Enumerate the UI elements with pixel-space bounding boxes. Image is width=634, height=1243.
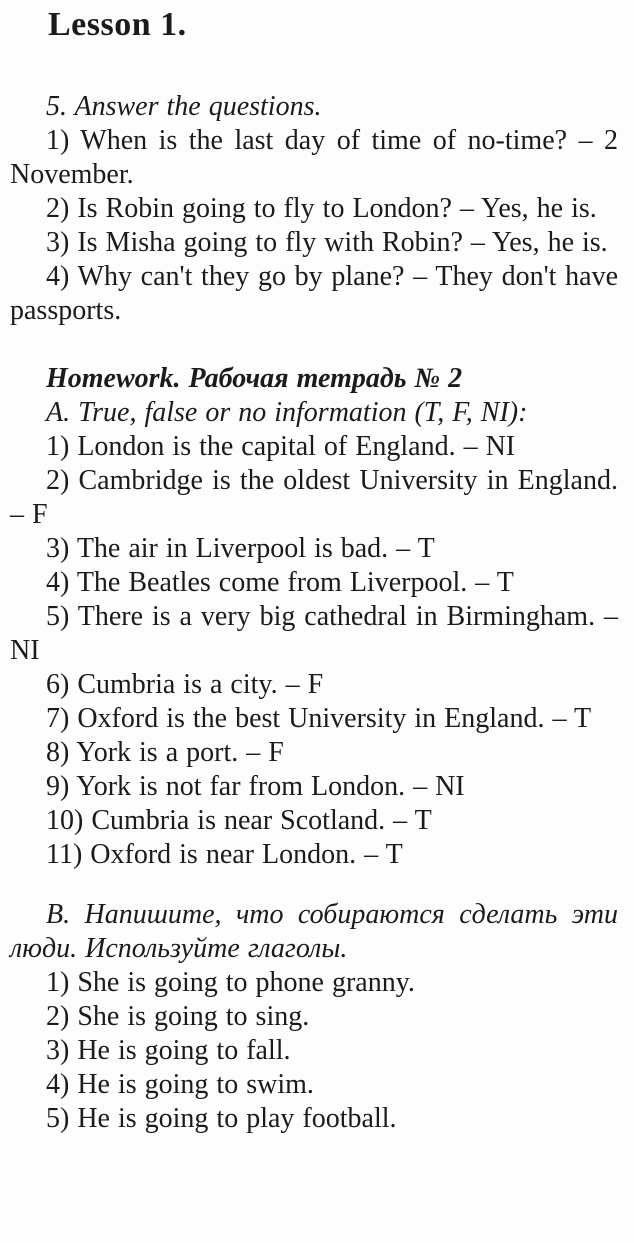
taskA-answer-6: 6) Cumbria is a city. – F xyxy=(46,669,324,700)
exercise5-answer-3: 3) Is Misha going to fly with Robin? – Yes, he is. xyxy=(46,227,608,258)
exercise5-answer-2: 2) Is Robin going to fly to London? – Yes, he is. xyxy=(46,193,597,224)
taskA-answer-4: 4) The Beatles come from Liverpool. – T xyxy=(46,567,514,598)
page-title: Lesson 1. xyxy=(48,6,187,43)
taskB-answer-2: 2) She is going to sing. xyxy=(46,1001,310,1032)
taskA-answer-7: 7) Oxford is the best University in England. – T xyxy=(46,703,592,734)
taskB-answer-1: 1) She is going to phone granny. xyxy=(46,967,415,998)
taskA-answer-2: 2) Cambridge is the oldest University in England. – F xyxy=(10,465,618,530)
exercise5-heading: 5. Answer the questions. xyxy=(46,91,322,122)
taskA-answer-8: 8) York is a port. – F xyxy=(46,737,284,768)
taskA-heading: A. True, false or no information (T, F, NI): xyxy=(46,397,528,428)
taskA-answer-1: 1) London is the capital of England. – NI xyxy=(46,431,516,462)
taskA-answer-10: 10) Cumbria is near Scotland. – T xyxy=(46,805,432,836)
taskB-heading: B. Напишите, что собираются сделать эти люди. Используйте глаголы. xyxy=(10,899,618,964)
exercise5-answer-4: 4) Why can't they go by plane? – They don't have passports. xyxy=(10,261,618,326)
taskA-answer-11: 11) Oxford is near London. – T xyxy=(46,839,403,870)
taskA-answer-3: 3) The air in Liverpool is bad. – T xyxy=(46,533,435,564)
homework-heading: Homework. Рабочая тетрадь № 2 xyxy=(46,363,463,394)
taskB-answer-3: 3) He is going to fall. xyxy=(46,1035,291,1066)
section-homework xyxy=(10,362,618,872)
section-exercise5 xyxy=(10,90,618,328)
taskB-answer-5: 5) He is going to play football. xyxy=(46,1103,397,1134)
taskA-answer-9: 9) York is not far from London. – NI xyxy=(46,771,465,802)
taskB-answer-4: 4) He is going to swim. xyxy=(46,1069,314,1100)
section-taskB xyxy=(10,898,618,1136)
exercise5-answer-1: 1) When is the last day of time of no-time? – 2 November. xyxy=(10,125,618,190)
taskA-answer-5: 5) There is a very big cathedral in Birmingham. – NI xyxy=(10,601,618,666)
